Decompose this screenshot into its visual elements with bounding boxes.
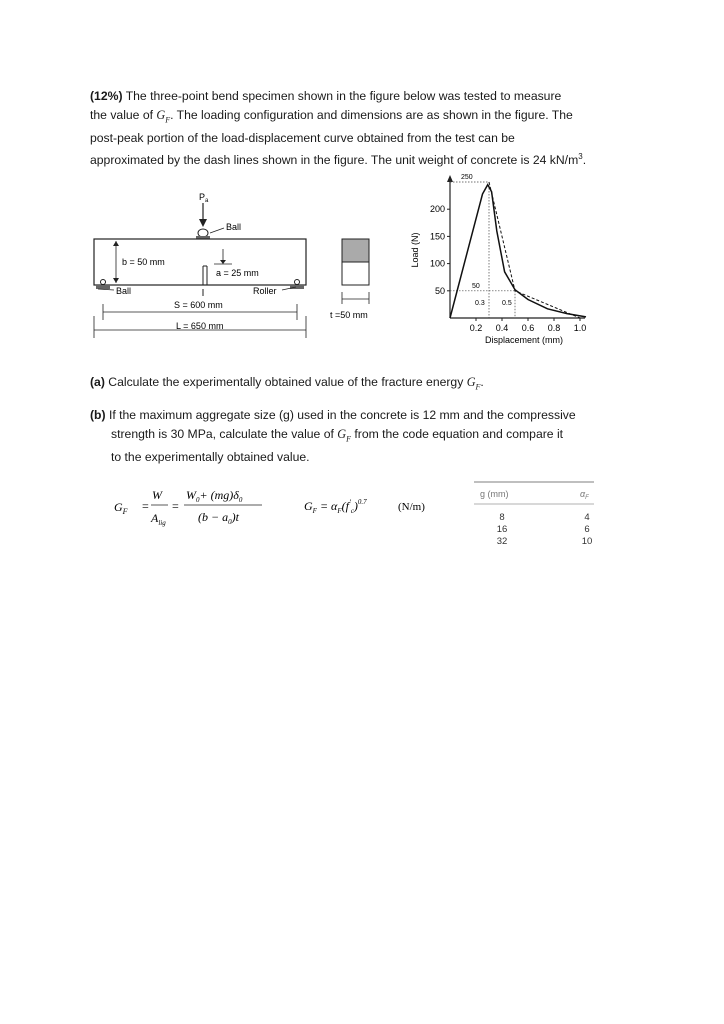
equations	[112, 484, 452, 534]
intro-line2b: . The loading configuration and dimensions are as shown in the figure. The	[170, 107, 573, 122]
gf-symbol-a: $G_F$	[466, 375, 481, 392]
question-b-label: (b)	[90, 408, 106, 422]
aggregate-table	[470, 480, 600, 570]
x-axis-label: Displacement (mm)	[484, 335, 564, 345]
peak-load-annotation: 250	[461, 174, 473, 181]
load-label: $P_a$	[199, 192, 209, 204]
gf-symbol-b: $G_F$	[337, 426, 351, 443]
gf-symbol: $G_F$	[156, 107, 171, 124]
question-b	[90, 406, 638, 467]
thickness-label: t =50 mm	[330, 310, 368, 320]
length-label: L = 650 mm	[176, 321, 224, 331]
left-support	[96, 285, 110, 289]
question-a	[90, 373, 638, 397]
question-a-text: Calculate the experimentally obtained value of the fracture energy	[108, 375, 464, 389]
beam-figure	[86, 186, 386, 346]
x-tick-label: 1.0	[573, 323, 587, 333]
x-tick-label: 0.2	[469, 323, 483, 333]
svg-text:W0+ (mg)δ0: $W_0+ (mg)\delta_0$	[186, 488, 243, 504]
svg-text:(b − a0)t: $(b - a_0)t$	[198, 510, 239, 526]
fracture-energy-equation	[114, 488, 262, 527]
ball-left-label: Ball	[116, 286, 132, 296]
question-b-line2: strength is 30 MPa, calculate the value of $G_F$ from the code equation and compare it	[111, 426, 564, 443]
ball-top-label: Ball	[226, 222, 242, 232]
right-roller	[295, 280, 300, 285]
intro-line3: post-peak portion of the load-displacement curve obtained from the test can be	[90, 131, 515, 146]
table-cell-g: 8	[499, 512, 505, 523]
knee-disp-annotation: 0.5	[502, 300, 512, 307]
intro-end: .	[582, 153, 587, 167]
x-tick-label: 0.4	[495, 323, 509, 333]
svg-text:Alig: $A_{lig}$	[151, 511, 166, 527]
weight-percent: (12%)	[90, 89, 123, 103]
y-tick-label: 200	[429, 204, 445, 215]
notch-depth-label: a = 25 mm	[216, 268, 259, 278]
question-a-end: .	[480, 375, 484, 389]
peak-disp-annotation: 0.3	[475, 300, 485, 307]
question-a-label: (a)	[90, 375, 105, 389]
left-ball	[101, 280, 106, 285]
x-tick-label: 0.8	[547, 323, 561, 333]
intro-paragraph	[90, 87, 638, 170]
load-displacement-chart	[400, 172, 600, 352]
svg-text:W: W	[152, 488, 162, 502]
y-axis-arrow	[447, 175, 453, 182]
units-label: (N/m)	[398, 501, 425, 513]
table-cell-alpha: 10	[581, 536, 593, 547]
y-tick-label: 50	[434, 285, 445, 296]
span-label: S = 600 mm	[174, 300, 223, 310]
svg-text:GF = αF(f′c)0.7: $G_F = \alpha_F(f'_c)^{0.7}$	[304, 498, 367, 515]
approximation-dashed-line	[489, 182, 580, 318]
load-arrow-head	[199, 219, 207, 227]
y-tick-label: 150	[429, 231, 445, 242]
ball-top-leader	[210, 228, 224, 233]
intro-line1: The three-point bend specimen shown in the figure below was tested to measure	[125, 89, 562, 103]
depth-label: b = 50 mm	[122, 257, 165, 267]
table-cell-alpha: 4	[584, 512, 590, 523]
table-header-alpha: $\alpha_F$	[580, 489, 589, 501]
section-notch	[342, 239, 369, 262]
unit-superscript: 3	[578, 151, 583, 161]
svg-text:=: =	[142, 499, 149, 513]
table-cell-g: 32	[496, 536, 508, 547]
intro-line2a: the value of	[90, 107, 154, 122]
table-header-g: g (mm)	[480, 489, 509, 499]
right-support	[290, 285, 304, 289]
y-axis-label: Load (N)	[410, 232, 420, 268]
table-cell-alpha: 6	[584, 524, 590, 535]
svg-text:GF: $G_F$	[114, 500, 128, 516]
test-curve-line	[450, 185, 586, 318]
y-tick-label: 100	[429, 258, 445, 269]
code-equation	[304, 498, 425, 515]
svg-text:=: =	[172, 499, 179, 513]
question-b-line3: to the experimentally obtained value.	[111, 450, 310, 465]
knee-load-annotation: 50	[472, 282, 480, 290]
roller-label: Roller	[253, 286, 277, 296]
top-ball	[198, 229, 208, 237]
ball-left-leader	[98, 289, 114, 290]
table-cell-g: 16	[496, 524, 508, 535]
question-b-line1: If the maximum aggregate size (g) used in the concrete is 12 mm and the compressive	[108, 408, 576, 422]
x-tick-label: 0.6	[521, 323, 535, 333]
intro-line4: approximated by the dash lines shown in the figure. The unit weight of concrete is 24 kN/m	[90, 153, 579, 167]
section-body	[342, 262, 369, 285]
